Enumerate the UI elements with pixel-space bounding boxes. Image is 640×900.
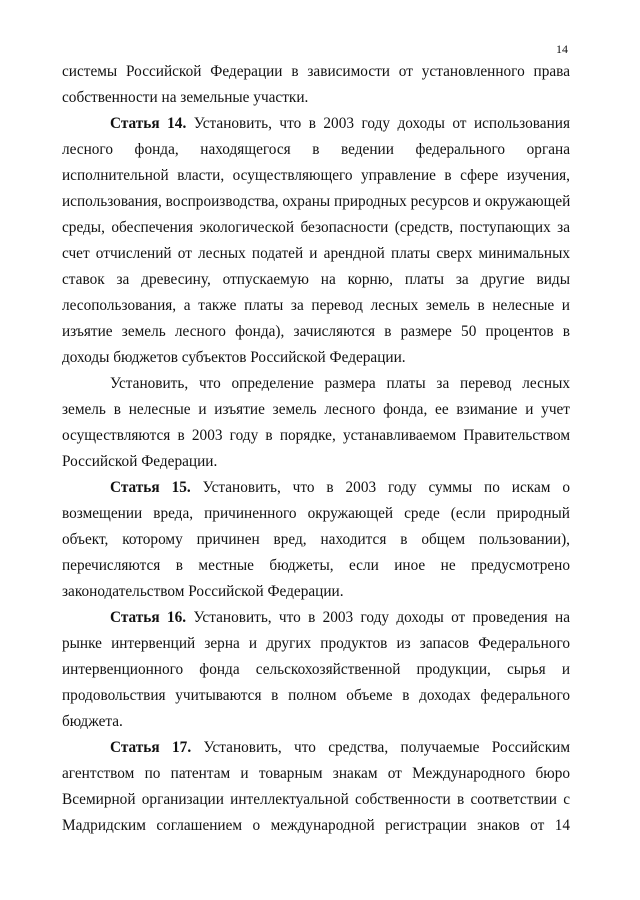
text-line: доходы бюджетов субъектов Российской Федерации. [62,349,406,366]
text-line: возмещении вреда, причиненного окружающей среде (если природный [62,505,570,522]
text-line: Российской Федерации. [62,453,218,470]
text-line: исполнительной власти, осуществляющего управление в сфере изучения, [62,167,570,184]
text-line: Всемирной организации интеллектуальной собственности в соответствии с [62,791,570,808]
article-15-paragraph [62,475,570,605]
text-line: лесопользования, а также платы за перевод лесных земель в нелесные и [62,297,570,314]
text-line: системы Российской Федерации в зависимости от установленного права [62,63,570,80]
page-number: 14 [556,42,568,56]
text-fragment: Установить, что в 2003 году доходы от использования [186,115,570,132]
text-line: среды, обеспечения экологической безопасности (средств, поступающих за [62,219,570,236]
text-fragment: Установить, что средства, получаемые Российским [191,739,571,756]
text-line: осуществляются в 2003 году в порядке, устанавливаемом Правительством [62,427,570,444]
text-line: изъятие земель лесного фонда), зачисляются в размере 50 процентов в [62,323,570,340]
text-line [62,735,570,761]
text-line: Мадридским соглашением о международной регистрации знаков от 14 [62,817,570,834]
paragraph [62,59,570,111]
text-line: объект, которому причинен вред, находится в общем пользовании), [62,531,570,548]
text-line: законодательством Российской Федерации. [62,583,344,600]
text-line: агентством по патентам и товарным знакам от Международного бюро [62,765,570,782]
article-17-paragraph [62,735,570,839]
text-line: Установить, что определение размера платы за перевод лесных [110,375,570,392]
text-fragment: Установить, что в 2003 году доходы от проведения на [186,609,570,626]
article-label: Статья 14. [110,115,187,132]
text-line: лесного фонда, находящегося в ведении федерального органа [62,141,570,158]
text-line: продовольствия учитываются в полном объеме в доходах федерального [62,687,570,704]
text-line: использования, воспроизводства, охраны природных ресурсов и окружающей [62,193,571,210]
text-line: счет отчислений от лесных податей и арендной платы сверх минимальных [62,245,570,262]
text-line [62,475,570,501]
text-line: перечисляются в местные бюджеты, если иное не предусмотрено [62,557,570,574]
paragraph [62,371,570,475]
text-line: рынке интервенций зерна и других продуктов из запасов Федерального [62,635,570,652]
article-14-paragraph [62,111,570,371]
text-line: интервенционного фонда сельскохозяйственной продукции, сырья и [62,661,570,678]
article-label: Статья 17. [110,739,192,756]
article-label: Статья 15. [110,479,191,496]
text-line: земель в нелесные и изъятие земель лесного фонда, ее взимание и учет [62,401,570,418]
article-16-paragraph [62,605,570,735]
text-line: собственности на земельные участки. [62,89,309,106]
text-line: ставок за древесину, отпускаемую на корню, платы за другие виды [62,271,570,288]
text-line: бюджета. [62,713,123,730]
text-line [62,605,570,631]
text-line [62,111,570,137]
document-body [62,59,570,839]
article-label: Статья 16. [110,609,187,626]
text-fragment: Установить, что в 2003 году суммы по искам о [190,479,570,496]
